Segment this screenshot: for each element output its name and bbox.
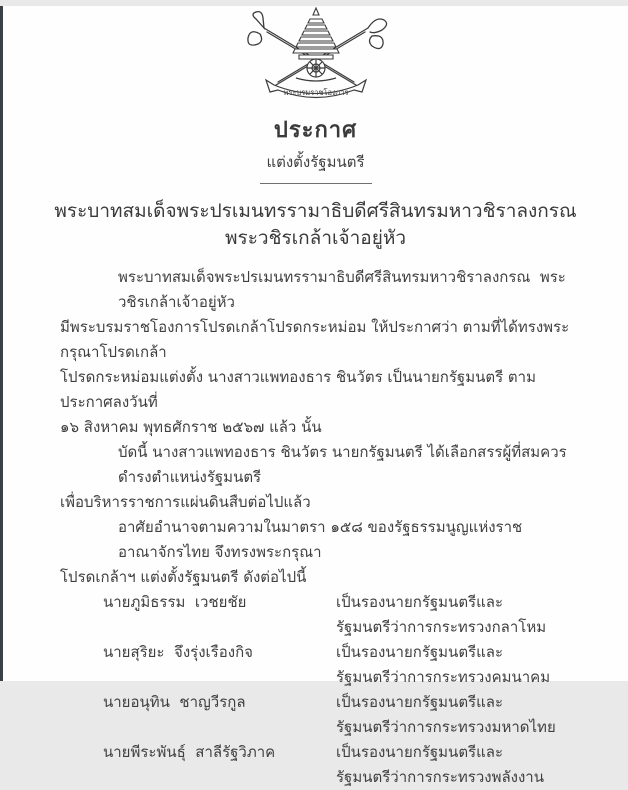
minister-name: นายภูมิธรรม เวชยชัย [103,593,247,611]
paragraph-1-line-4: ๑๖ สิงหาคม พุทธศักราช ๒๕๖๗ แล้ว นั้น [60,418,322,436]
minister-entry-phumtham [60,590,584,640]
minister-name: นายอนุทิน ชาญวีรกูล [103,693,246,711]
minister-position-line1: เป็นรองนายกรัฐมนตรีและ [336,743,504,761]
document-title: ประกาศ [273,118,358,143]
royal-command-emblem-icon [236,6,396,104]
minister-appointment-list [60,590,584,790]
spacer [103,715,336,740]
spacer [103,615,336,640]
minister-name: นายสุริยะ จึงรุ่งเรืองกิจ [103,643,253,661]
paragraph-2-line-1: บัดนี้ นางสาวแพทองธาร ชินวัตร นายกรัฐมนตรี ได้เลือกสรรผู้ที่สมควรดำรงตำแหน่งรัฐมนตรี [118,443,567,486]
emblem-banner-text: พระบรมราชโองการ [282,88,349,97]
minister-entry-suriya [60,640,584,690]
royal-gazette-page [0,6,628,786]
minister-position-line1: เป็นรองนายกรัฐมนตรีและ [336,693,504,711]
minister-position-line2: รัฐมนตรีว่าการกระทรวงกลาโหม [336,618,547,636]
minister-entry-pirapan [60,740,584,790]
paragraph-3-line-1: อาศัยอำนาจตามความในมาตรา ๑๕๘ ของรัฐธรรมนูญแห่งราชอาณาจักรไทย จึงทรงพระกรุณา [118,518,523,561]
paragraph-2-line-2: เพื่อบริหารราชการแผ่นดินสืบต่อไปแล้ว [60,493,311,511]
proclamation-body [60,265,584,590]
spacer [103,665,336,690]
minister-position-line2: รัฐมนตรีว่าการกระทรวงคมนาคม [336,668,551,686]
document-subtitle: แต่งตั้งรัฐมนตรี [266,153,365,171]
royal-name-line2: พระวชิรเกล้าเจ้าอยู่หัว [224,227,407,249]
minister-position-line1: เป็นรองนายกรัฐมนตรีและ [336,643,504,661]
minister-name: นายพีระพันธุ์ สาลีรัฐวิภาค [103,743,276,761]
royal-name-heading [3,198,628,252]
paragraph-1-line-3: โปรดกระหม่อมแต่งตั้ง นางสาวแพทองธาร ชินวัตร เป็นนายกรัฐมนตรี ตามประกาศลงวันที่ [60,368,536,411]
paragraph-1-line-1: พระบาทสมเด็จพระปรเมนทรรามาธิบดีศรีสินทรมหาวชิราลงกรณ พระวชิรเกล้าเจ้าอยู่หัว [118,268,566,311]
royal-name-line1: พระบาทสมเด็จพระปรเมนทรรามาธิบดีศรีสินทรมหาวชิราลงกรณ [54,200,577,222]
minister-position-line2: รัฐมนตรีว่าการกระทรวงมหาดไทย [336,718,556,736]
title-divider [260,183,372,184]
minister-position-line1: เป็นรองนายกรัฐมนตรีและ [336,593,504,611]
paragraph-1-line-2: มีพระบรมราชโองการโปรดเกล้าโปรดกระหม่อม ให้ประกาศว่า ตามที่ได้ทรงพระกรุณาโปรดเกล้า [60,318,570,361]
minister-entry-anutin [60,690,584,740]
royal-command-emblem [236,6,396,104]
spacer [103,765,336,790]
minister-position-line2: รัฐมนตรีว่าการกระทรวงพลังงาน [336,768,544,786]
paragraph-3-line-2: โปรดเกล้าฯ แต่งตั้งรัฐมนตรี ดังต่อไปนี้ [60,568,307,586]
